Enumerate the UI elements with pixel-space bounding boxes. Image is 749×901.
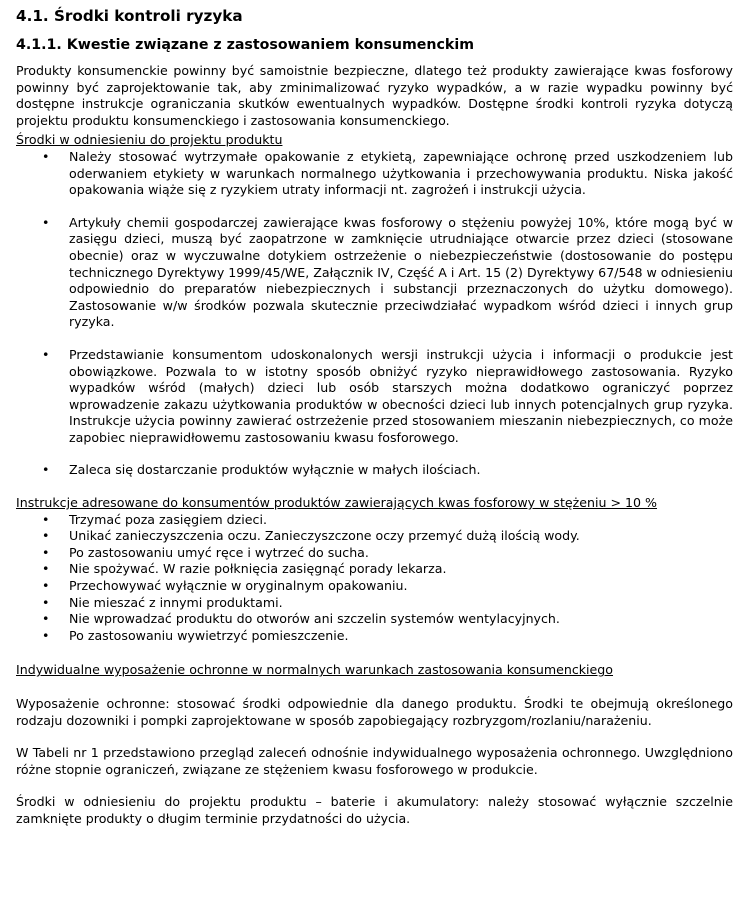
bullet-icon: • xyxy=(42,627,50,643)
list-item xyxy=(16,149,733,199)
list-item xyxy=(16,512,733,529)
bullet-icon: • xyxy=(42,594,50,610)
list-item xyxy=(16,595,733,612)
bullet-icon: • xyxy=(42,511,50,527)
ppe-paragraph: Wyposażenie ochronne: stosować środki odpowiednie dla danego produktu. Środki te obejmują określonego rodzaju dozowniki i pompki zaprojektowane w sposób zapobiegający rozbryzgom/rozlaniu/narażeniu. xyxy=(16,696,733,728)
list-item xyxy=(16,578,733,595)
subsection-heading: 4.1.1. Kwestie związane z zastosowaniem konsumenckim xyxy=(16,37,475,53)
bullet-icon: • xyxy=(42,561,50,577)
bullet-icon: • xyxy=(42,148,50,164)
section-heading: 4.1. Środki kontroli ryzyka xyxy=(16,7,243,25)
ppe-paragraph: W Tabeli nr 1 przedstawiono przegląd zaleceń odnośnie indywidualnego wyposażenia ochronnego. Uwzględniono różne stopnie ograniczeń, związane ze stężeniem kwasu fosforowego w produkcie. xyxy=(16,745,733,777)
list-item xyxy=(16,215,733,331)
consumer-instructions-list xyxy=(16,512,733,645)
list-item-text: Należy stosować wytrzymałe opakowanie z etykietą, zapewniające ochronę przed uszkodzeniem lub oderwaniem etykiety w warunkach normalnego użytkowania i przechowywania produktu. Niska jakość opakowania wiąże się z ryzykiem utraty informacji nt. zagrożeń i instrukcji użycia. xyxy=(69,148,733,198)
list-item-text: Po zastosowaniu wywietrzyć pomieszczenie. xyxy=(69,627,349,643)
list-item-text: Unikać zanieczyszczenia oczu. Zanieczyszczone oczy przemyć dużą ilością wody. xyxy=(69,528,580,544)
list-item-text: Nie wprowadzać produktu do otworów ani szczelin systemów wentylacyjnych. xyxy=(69,611,560,627)
list-item-text: Artykuły chemii gospodarczej zawierające kwas fosforowy o stężeniu powyżej 10%, które mogą być w zasięgu dzieci, muszą być zaopatrzone w zamknięcie utrudniające otwarcie przez dzieci (stosowane obecnie) oraz w wyczuwalne dotykiem ostrzeżenie o niebezpieczeństwie (dostosowanie do postępu technicznego Dyrektywy 1999/45/WE, Załącznik IV, Część A i Art. 15 (2) Dyrektywy 67/548 w odniesieniu odpowiednio do preparatów niebezpiecznych i substancji przeznaczonych do użytku domowego). Zastosowanie w/w środków pozwala skutecznie przeciwdziałać wypadkom wśród dzieci i innych grup ryzyka. xyxy=(69,214,733,330)
bullet-icon: • xyxy=(42,578,50,594)
list-item xyxy=(16,611,733,628)
list-item xyxy=(16,347,733,447)
intro-paragraph: Produkty konsumenckie powinny być samoistnie bezpieczne, dlatego też produkty zawierające kwas fosforowy powinny być zaprojektowanie tak, aby zminimalizować ryzyko wypadków, a w razie wypadku powinny być dostępne instrukcje ograniczania skutków ewentualnych wypadków. Dostępne środki kontroli ryzyka dotyczą projektu produktu konsumenckiego i zastosowania konsumenckiego. xyxy=(16,63,733,128)
bullet-icon: • xyxy=(42,346,50,362)
list-item xyxy=(16,545,733,562)
list-item-text: Nie spożywać. W razie połknięcia zasięgnąć porady lekarza. xyxy=(69,561,447,577)
list-item xyxy=(16,628,733,645)
list-item-text: Zaleca się dostarczanie produktów wyłącznie w małych ilościach. xyxy=(69,462,481,478)
bullet-icon: • xyxy=(42,528,50,544)
list-item-text: Przechowywać wyłącznie w oryginalnym opakowaniu. xyxy=(69,578,408,594)
bullet-icon: • xyxy=(42,462,50,478)
design-section-title: Środki w odniesieniu do projektu produktu xyxy=(16,132,283,148)
instructions-section-title: Instrukcje adresowane do konsumentów produktów zawierających kwas fosforowy w stężeniu > 10 % xyxy=(16,495,658,511)
bullet-icon: • xyxy=(42,544,50,560)
bullet-icon: • xyxy=(42,214,50,230)
list-item-text: Trzymać poza zasięgiem dzieci. xyxy=(69,511,267,527)
design-measures-list xyxy=(16,149,733,479)
ppe-section-title: Indywidualne wyposażenie ochronne w normalnych warunkach zastosowania konsumenckiego xyxy=(16,662,614,678)
list-item xyxy=(16,462,733,479)
bullet-icon: • xyxy=(42,611,50,627)
ppe-paragraph: Środki w odniesieniu do projektu produktu – baterie i akumulatory: należy stosować wyłącznie szczelnie zamknięte produkty o długim terminie przydatności do użycia. xyxy=(16,794,733,826)
list-item xyxy=(16,528,733,545)
list-item-text: Nie mieszać z innymi produktami. xyxy=(69,594,283,610)
list-item-text: Przedstawianie konsumentom udoskonalonych wersji instrukcji użycia i informacji o produkcie jest obowiązkowe. Pozwala to w istotny sposób obniżyć ryzyko nieprawidłowego zastosowania. Ryzyko wypadków wśród (małych) dzieci lub osób starszych można dodatkowo ograniczyć poprzez wprowadzenie zakazu użytkowania produktów w obecności dzieci lub innych potencjalnych grup ryzyka. Instrukcje użycia powinny zawierać ostrzeżenie przed stosowaniem mieszanin niebezpiecznych, co może zapobiec nieprawidłowemu zastosowaniu kwasu fosforowego. xyxy=(69,346,733,445)
list-item xyxy=(16,561,733,578)
list-item-text: Po zastosowaniu umyć ręce i wytrzeć do sucha. xyxy=(69,544,369,560)
